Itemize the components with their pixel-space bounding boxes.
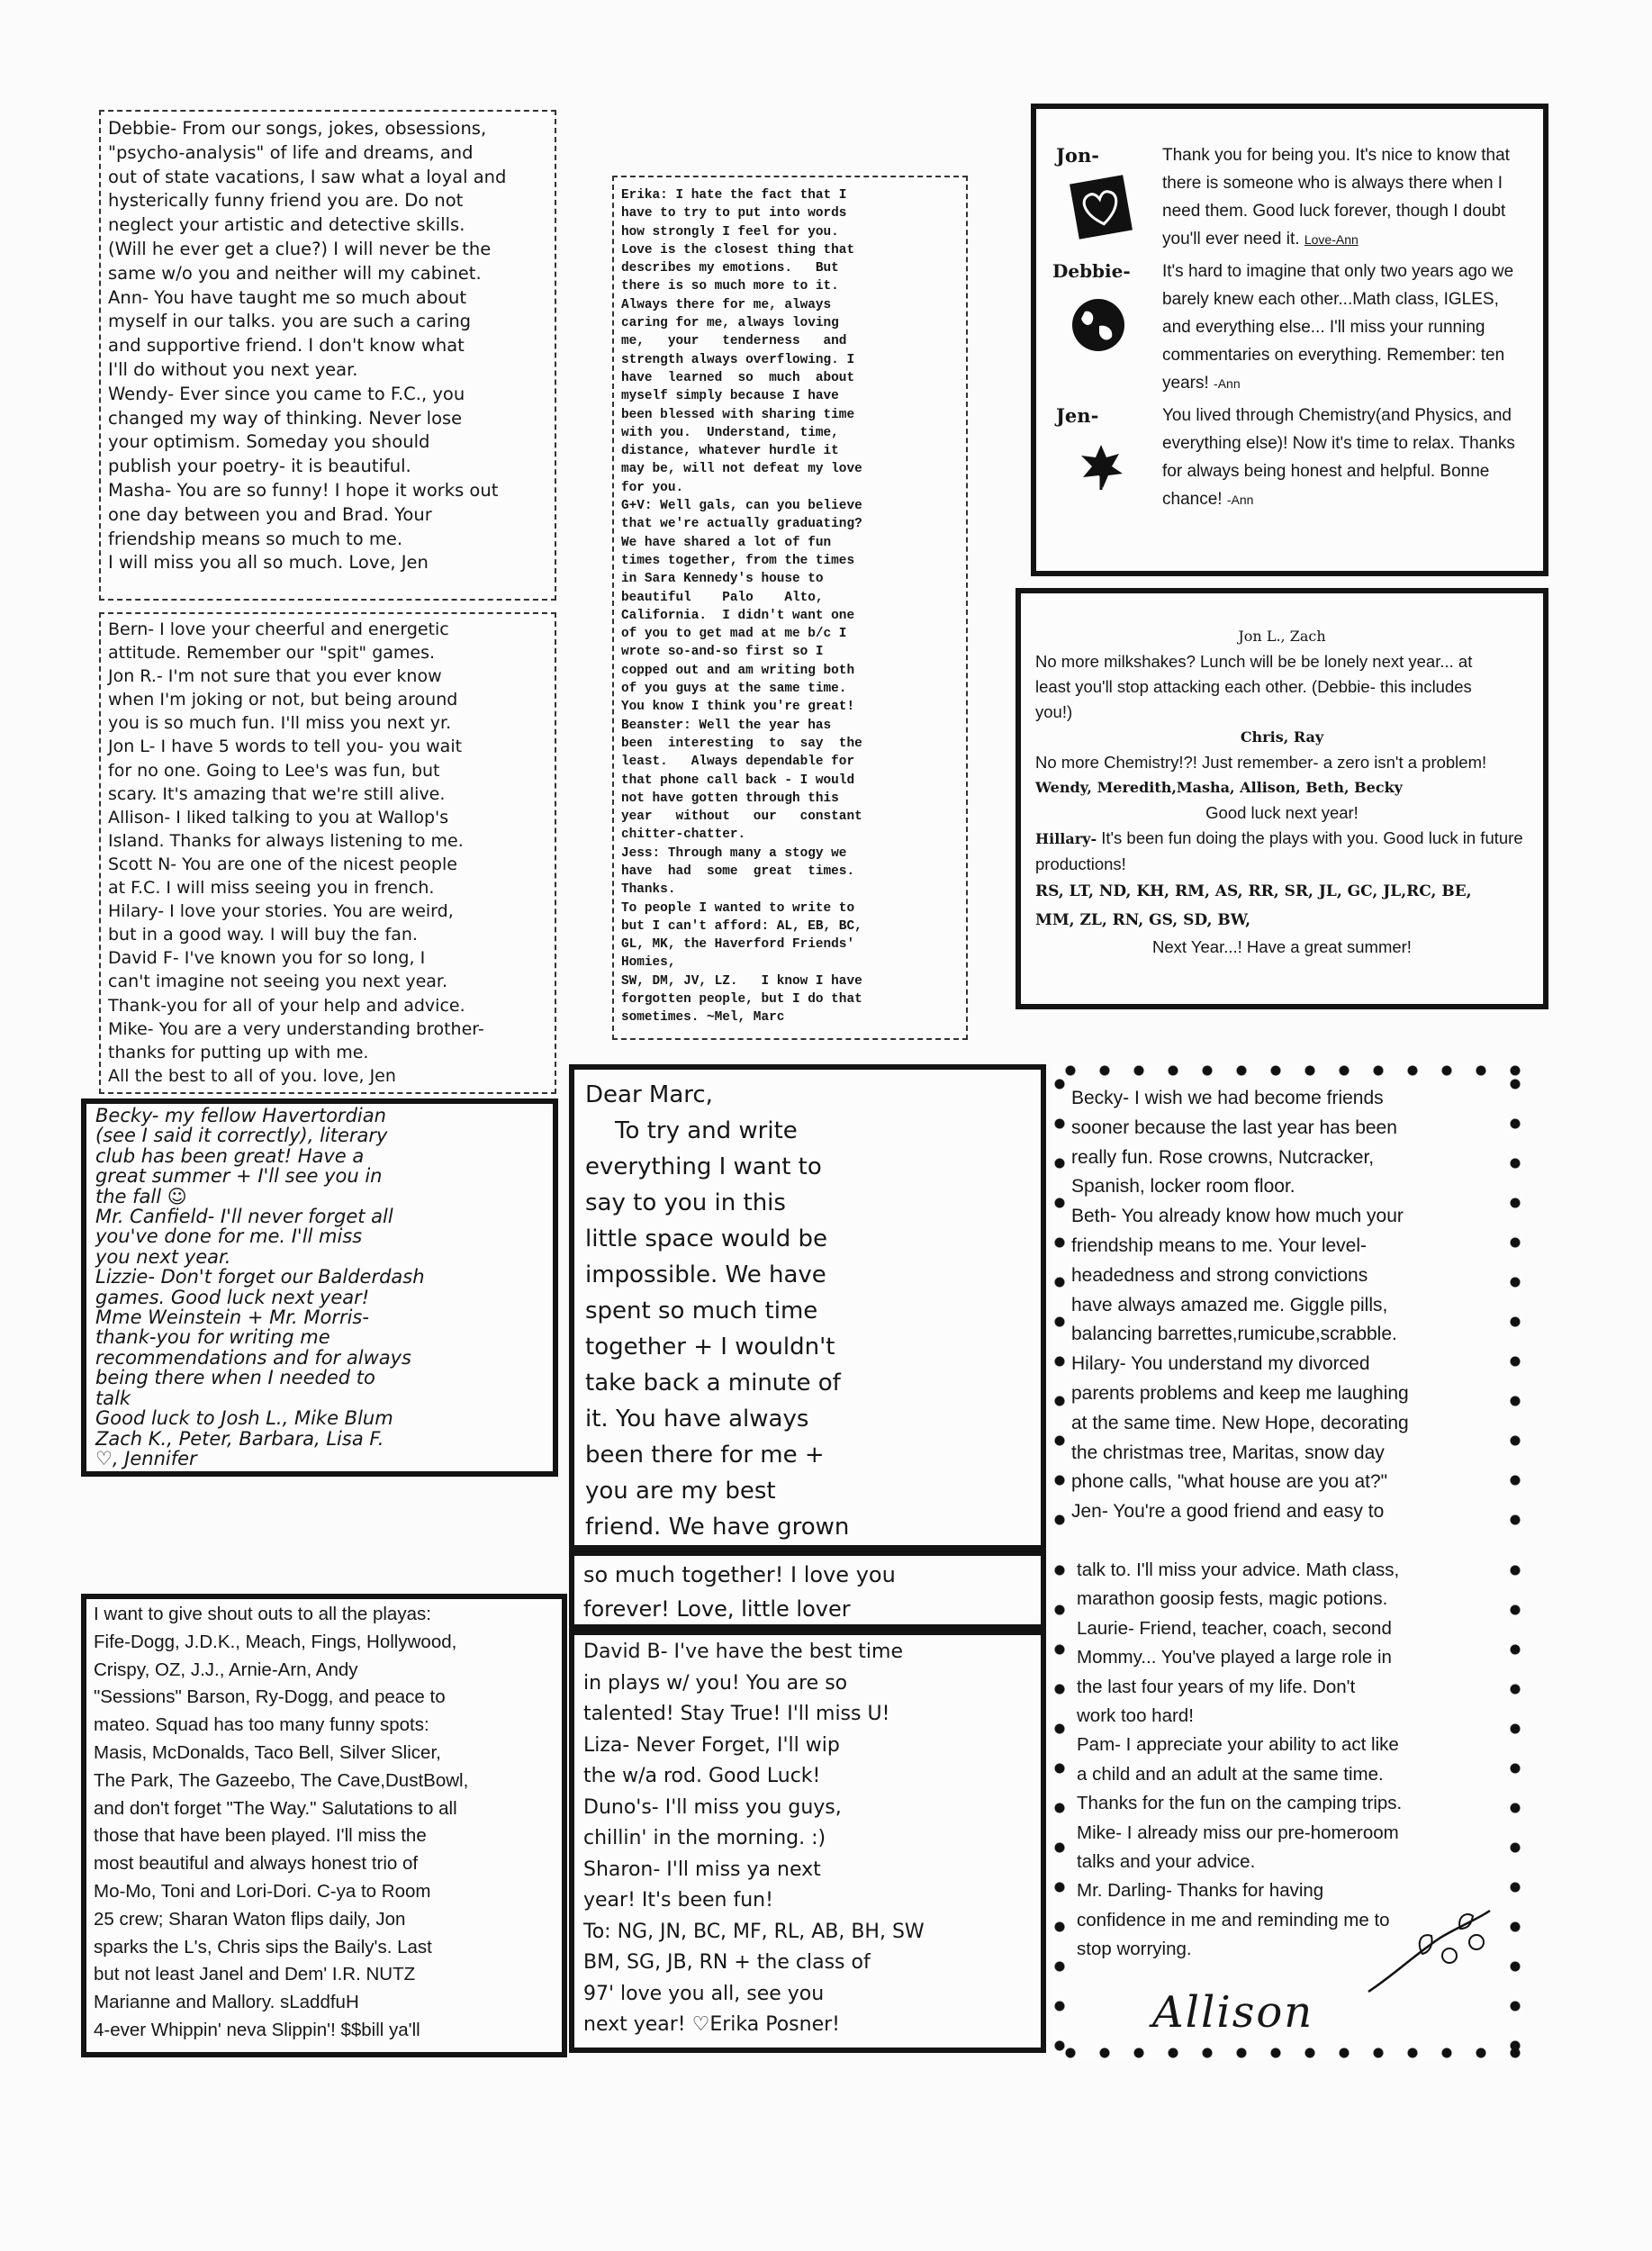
note-line: that we're actually graduating?	[621, 517, 862, 532]
note-line: balancing barrettes,rumicube,scrabble.	[1071, 1324, 1397, 1345]
note-line: for no one. Going to Lee's was fun, but	[108, 760, 440, 781]
note-line: chillin' in the morning. :)	[583, 1827, 826, 1849]
note-line: Always there for me, always	[621, 297, 832, 312]
vine-icon	[1359, 1902, 1494, 2005]
note-line: Wendy- Ever since you came to F.C., you	[108, 383, 465, 404]
ann-item-text: You lived through Chemistry(and Physics, and everything else)! Now it's time to relax. Thanks for always being honest and helpful. Bonne chance! -Ann	[1162, 406, 1515, 509]
note-line: Duno's- I'll miss you guys,	[583, 1795, 842, 1819]
note-line: Thank-you for all of your help and advice.	[108, 995, 465, 1016]
note-line: Mo-Mo, Toni and Lori-Dori. C-ya to Room	[94, 1880, 431, 1902]
note-line: been there for me +	[585, 1442, 825, 1469]
note-line: "Sessions" Barson, Ry-Dogg, and peace to	[94, 1686, 446, 1708]
note-line: work too hard!	[1077, 1705, 1194, 1727]
group-text: No more milkshakes? Lunch will be be lonely next year... at least you'll stop attacking each other. (Debbie- this includes you!)	[1035, 652, 1473, 721]
note-line: of you to get mad at me b/c I	[621, 627, 847, 642]
note-line: been blessed with sharing time	[621, 407, 855, 422]
note-line: Homies,	[621, 955, 676, 971]
note-line: wrote so-and-so first so I	[621, 645, 824, 660]
note-line: sooner because the last year has been	[1071, 1116, 1397, 1138]
ann-item-name: Jen-	[1056, 404, 1099, 427]
note-line: We have shared a lot of fun	[621, 535, 832, 550]
note-line: Jen- You're a good friend and easy to	[1071, 1501, 1385, 1523]
note-line: forever! Love, little lover	[583, 1596, 851, 1622]
note-line: talented! Stay True! I'll miss U!	[583, 1703, 890, 1725]
leaf-icon	[1076, 441, 1126, 492]
note-line: BM, SG, JB, RN + the class of	[583, 1951, 871, 1974]
note-line: You know I think you're great!	[621, 700, 855, 715]
note-line: and supportive friend. I don't know what	[108, 335, 465, 357]
note-line: marathon goosip fests, magic potions.	[1077, 1588, 1388, 1610]
note-line: talk	[95, 1387, 131, 1409]
note-line: most beautiful and always honest trio of	[94, 1853, 419, 1875]
note-ann-box	[1031, 104, 1548, 576]
note-line: Jon L- I have 5 words to tell you- you wait	[108, 737, 463, 757]
note-line: Bern- I love your cheerful and energetic	[108, 619, 449, 639]
note-line: Becky- my fellow Havertordian	[95, 1105, 386, 1126]
note-debbie-ann-wendy-masha	[99, 110, 556, 601]
note-line: David B- I've have the best time	[583, 1641, 903, 1663]
note-line: when I'm joking or not, but being around	[108, 690, 458, 710]
note-line: hysterically funny friend you are. Do not	[108, 190, 464, 212]
note-line: GL, MK, the Haverford Friends'	[621, 937, 855, 953]
note-line: scary. It's amazing that we're still alive.	[108, 783, 446, 804]
note-line: least. Always dependable for	[621, 755, 855, 770]
note-line: friendship means to me. Your level-	[1071, 1234, 1368, 1256]
note-line: The Park, The Gazeebo, The Cave,DustBowl,	[94, 1769, 469, 1791]
note-line: recommendations and for always	[95, 1346, 411, 1369]
note-line: and don't forget "The Way." Salutations to all	[94, 1797, 457, 1819]
note-line: headedness and strong convictions	[1071, 1264, 1368, 1286]
note-line: out of state vacations, I saw what a loyal and	[108, 166, 507, 187]
note-line: you is so much fun. I'll miss you next yr.	[108, 713, 452, 734]
ann-item-text: It's hard to imagine that only two years ago we barely knew each other...Math class, IGLES, and everything else... I'll miss your running commentaries on everything. Remember: ten years! -Ann	[1162, 262, 1514, 393]
ann-item-text: Thank you for being you. It's nice to know that there is someone who is always there when I need them. Good luck forever, though I doubt you'll ever need it. Love-Ann	[1162, 146, 1510, 249]
note-line: Beth- You already know how much your	[1071, 1206, 1404, 1227]
note-line: distance, whatever hurdle it	[621, 444, 839, 459]
note-line: Mr. Canfield- I'll never forget all	[95, 1206, 393, 1228]
group-closing: Next Year...! Have a great summer!	[1152, 937, 1412, 956]
note-line: you next year.	[95, 1245, 231, 1268]
note-line: talks and your advice.	[1077, 1851, 1256, 1873]
note-line: Zach K., Peter, Barbara, Lisa F.	[95, 1427, 384, 1450]
note-line: Scott N- You are one of the nicest people	[108, 854, 457, 874]
note-line: one day between you and Brad. Your	[108, 503, 432, 525]
note-line: games. Good luck next year!	[95, 1286, 370, 1308]
note-line: publish your poetry- it is beautiful.	[108, 456, 411, 477]
note-line: Marianne and Mallory. sLaddfuH	[94, 1992, 359, 2013]
ann-item-name: Jon-	[1056, 144, 1099, 167]
dot-border	[1053, 1064, 1521, 1077]
note-line: Ann- You have taught me so much about	[108, 286, 467, 308]
note-line: Masha- You are so funny! I hope it works out	[108, 479, 499, 501]
note-line: parents problems and keep me laughing	[1071, 1382, 1409, 1404]
note-line: club has been great! Have a	[95, 1144, 365, 1167]
note-lines	[95, 1106, 544, 1469]
note-line: the christmas tree, Maritas, snow day	[1071, 1442, 1385, 1463]
ann-item-jen	[1056, 402, 1525, 514]
note-line: Debbie- From our songs, jokes, obsessions,	[108, 118, 487, 139]
note-line: spent so much time	[585, 1297, 818, 1324]
note-line: year! It's been fun!	[583, 1889, 773, 1912]
note-line: so much together! I love you	[583, 1562, 896, 1587]
note-line: mateo. Squad has too many funny spots:	[94, 1714, 429, 1736]
note-line: being there when I needed to	[95, 1367, 375, 1389]
dot-border	[1509, 1064, 1521, 1549]
note-lines	[108, 117, 547, 575]
note-line: 25 crew; Sharan Waton flips daily, Jon	[94, 1908, 406, 1930]
note-line: have had some great times.	[621, 863, 855, 879]
note-line: impossible. We have	[585, 1261, 826, 1288]
note-line: Hilary- You understand my divorced	[1071, 1353, 1370, 1375]
note-line: Thanks for the fun on the camping trips.	[1077, 1793, 1403, 1814]
globe-icon	[1072, 299, 1124, 351]
note-line: chitter-chatter.	[621, 827, 746, 843]
note-line: Spanish, locker room floor.	[1071, 1176, 1295, 1198]
note-line: but not least Janel and Dem' I.R. NUTZ	[94, 1964, 416, 1985]
note-line: Liza- Never Forget, I'll wip	[583, 1733, 840, 1757]
note-line: may be, will not defeat my love	[621, 462, 862, 477]
note-line: Masis, McDonalds, Taco Bell, Silver Slicer,	[94, 1741, 441, 1763]
note-line: myself in our talks. you are such a caring	[108, 311, 472, 332]
note-lines	[94, 1601, 555, 2045]
note-line: talk to. I'll miss your advice. Math class,	[1077, 1559, 1400, 1580]
note-line: Lizzie- Don't forget our Balderdash	[95, 1266, 425, 1288]
note-line: (Will he ever get a clue?) I will never be the	[108, 238, 492, 259]
note-line: year without our constant	[621, 809, 862, 825]
group-hillary-label: Hillary-	[1035, 830, 1097, 847]
note-line: everything I want to	[585, 1153, 822, 1180]
note-line: strength always overflowing. I	[621, 352, 855, 367]
note-line: me, your tenderness and	[621, 334, 847, 349]
note-line: myself simply because I have	[621, 389, 839, 404]
ann-item-name: Debbie-	[1052, 260, 1131, 282]
group-text: Good luck next year!	[1205, 803, 1359, 822]
ann-item-jon	[1056, 141, 1525, 254]
note-line: not have gotten through this	[621, 791, 839, 806]
note-line: thank-you for writing me	[95, 1326, 330, 1349]
note-line: Dear Marc,	[585, 1081, 713, 1108]
note-line: To try and write	[585, 1117, 798, 1144]
note-line: (see I said it correctly), literary	[95, 1125, 388, 1147]
note-line: can't imagine not seeing you next year.	[108, 972, 448, 992]
note-dear-marc	[569, 1064, 1046, 1550]
note-line: Jess: Through many a stogy we	[621, 845, 847, 861]
note-line: describes my emotions. But	[621, 261, 839, 276]
note-lines	[1071, 1084, 1505, 1527]
note-line: changed my way of thinking. Never lose	[108, 407, 463, 429]
note-line: California. I didn't want one	[621, 608, 855, 623]
note-line: attitude. Remember our "spit" games.	[108, 643, 436, 664]
dot-border	[1509, 1550, 1521, 2059]
ann-item-sign: Love-Ann	[1304, 232, 1359, 247]
note-allison	[1053, 1550, 1521, 2059]
group-initials: RS, LT, ND, KH, RM, AS, RR, SR, JL, GC, JL,RC, BE, MM, ZL, RN, GS, SD, BW,	[1035, 882, 1472, 929]
note-line: you've done for me. I'll miss	[95, 1225, 363, 1248]
note-line: Erika: I hate the fact that I	[621, 188, 847, 203]
note-line: Pam- I appreciate your ability to act like	[1077, 1734, 1399, 1756]
note-line: have to try to put into words	[621, 206, 847, 221]
note-line: times together, from the times	[621, 553, 855, 568]
note-line: have learned so much about	[621, 370, 855, 385]
note-line: it. You have always	[585, 1406, 809, 1433]
note-lines	[585, 1077, 1030, 1545]
note-line: Island. Thanks for always listening to me.	[108, 830, 464, 851]
note-line: with you. Understand, time,	[621, 425, 839, 440]
ann-item-sign: -Ann	[1226, 493, 1254, 507]
note-line: David F- I've known you for so long, I	[108, 948, 426, 969]
note-shout-outs	[81, 1594, 567, 2057]
note-line: really fun. Rose crowns, Nutcracker,	[1071, 1146, 1375, 1168]
note-line: Hilary- I love your stories. You are weird,	[108, 901, 454, 922]
note-line: All the best to all of you. love, Jen	[108, 1065, 396, 1086]
note-line: for you.	[621, 480, 684, 495]
note-line: "psycho-analysis" of life and dreams, and	[108, 141, 474, 163]
note-line: next year! ♡Erika Posner!	[583, 2013, 840, 2036]
group-heading: Chris, Ray	[1240, 728, 1324, 746]
note-line: but I can't afford: AL, EB, BC,	[621, 918, 862, 934]
note-line: in plays w/ you! You are so	[583, 1671, 848, 1695]
note-line: confidence in me and reminding me to	[1077, 1909, 1390, 1930]
heart-icon	[1070, 175, 1133, 239]
note-line: how strongly I feel for you.	[621, 224, 839, 240]
note-group-box	[1016, 588, 1548, 1009]
note-line: friendship means so much to me.	[108, 528, 403, 549]
note-becky-handwritten	[81, 1098, 558, 1477]
note-line: Mommy... You've played a large role in	[1077, 1647, 1392, 1668]
dot-border	[1053, 2047, 1521, 2059]
note-line: 97' love you all, see you	[583, 1982, 825, 2005]
note-line: in Sara Kennedy's house to	[621, 572, 824, 587]
note-line: stop worrying.	[1077, 1939, 1192, 1960]
note-lines	[621, 186, 959, 1027]
note-line: Mr. Darling- Thanks for having	[1077, 1880, 1324, 1902]
note-line: the last four years of my life. Don't	[1077, 1676, 1356, 1697]
note-line: caring for me, always loving	[621, 316, 839, 331]
note-line: SW, DM, JV, LZ. I know I have	[621, 973, 862, 989]
note-line: the fall ☺	[95, 1185, 187, 1207]
note-line: Love is the closest thing that	[621, 242, 855, 258]
note-line: Becky- I wish we had become friends	[1071, 1088, 1384, 1108]
note-line: I will miss you all so much. Love, Jen	[108, 552, 429, 574]
group-hillary-text: It's been fun doing the plays with you. Good luck in future productions!	[1035, 828, 1523, 873]
note-line: Crispy, OZ, J.J., Arnie-Arn, Andy	[94, 1659, 358, 1680]
note-line: beautiful Palo Alto,	[621, 590, 824, 605]
note-line: of you guys at the same time.	[621, 682, 847, 697]
note-line: friend. We have grown	[585, 1514, 850, 1541]
ann-item-debbie	[1052, 258, 1525, 398]
note-line: copped out and am writing both	[621, 663, 855, 678]
dot-border	[1053, 1064, 1066, 1549]
note-line: Beanster: Well the year has	[621, 718, 832, 733]
note-line: together + I wouldn't	[585, 1333, 835, 1361]
note-david-erika	[569, 1630, 1046, 2053]
note-line: at F.C. I will miss seeing you in french.	[108, 878, 435, 899]
note-line: G+V: Well gals, can you believe	[621, 499, 862, 514]
note-line: that phone call back - I would	[621, 773, 855, 788]
note-line: those that have been played. I'll miss the	[94, 1825, 427, 1847]
note-line: ♡, Jennifer	[95, 1447, 197, 1469]
note-line: been interesting to say the	[621, 736, 862, 751]
note-line: have always amazed me. Giggle pills,	[1071, 1294, 1388, 1315]
note-line: you are my best	[585, 1478, 776, 1505]
note-line: Allison- I liked talking to you at Wallop's	[108, 807, 449, 827]
allison-signature: Allison	[1152, 1987, 1314, 2038]
note-erika-typed	[612, 176, 968, 1040]
note-line: the w/a rod. Good Luck!	[583, 1765, 821, 1787]
note-line: Jon R.- I'm not sure that you ever know	[108, 666, 442, 687]
note-line: there is so much more to it.	[621, 279, 839, 294]
note-line: sparks the L's, Chris sips the Baily's. Last	[94, 1936, 432, 1957]
note-line: forgotten people, but I do that	[621, 992, 862, 1008]
note-line: say to you in this	[585, 1189, 786, 1216]
note-marc-continuation	[569, 1550, 1046, 1630]
note-line: a child and an adult at the same time.	[1077, 1763, 1384, 1785]
note-bern-jon-allison	[99, 612, 556, 1094]
note-line: Good luck to Josh L., Mike Blum	[95, 1407, 393, 1430]
note-line: great summer + I'll see you in	[95, 1165, 383, 1188]
note-line: 4-ever Whippin' neva Slippin'! $$bill ya'll	[94, 2019, 420, 2040]
note-line: Sharon- I'll miss ya next	[583, 1858, 821, 1881]
note-lines	[108, 618, 547, 1088]
note-line: neglect your artistic and detective skills.	[108, 214, 465, 236]
note-line: I'll do without you next year.	[108, 358, 358, 380]
note-line: To: NG, JN, BC, MF, RL, AB, BH, SW	[583, 1920, 925, 1943]
group-text: No more Chemistry!?! Just remember- a zero isn't a problem!	[1035, 753, 1487, 772]
ann-item-sign: -Ann	[1214, 376, 1241, 391]
note-line: but in a good way. I will buy the fan.	[108, 925, 418, 945]
group-hillary	[1035, 826, 1529, 877]
note-becky-beth-hilary	[1053, 1064, 1521, 1549]
note-line: sometimes. ~Mel, Marc	[621, 1010, 785, 1026]
group-heading: Jon L., Zach	[1238, 628, 1326, 645]
note-line: Thanks.	[621, 882, 676, 898]
note-line: your optimism. Someday you should	[108, 431, 430, 453]
note-line: Laurie- Friend, teacher, coach, second	[1077, 1617, 1392, 1639]
note-lines	[583, 1558, 1032, 1626]
note-line: thanks for putting up with me.	[108, 1042, 369, 1062]
note-line: I want to give shout outs to all the playas:	[94, 1604, 431, 1624]
note-line: at the same time. New Hope, decorating	[1071, 1412, 1409, 1433]
note-line: Fife-Dogg, J.D.K., Meach, Fings, Hollywood,	[94, 1631, 457, 1652]
note-line: little space would be	[585, 1225, 828, 1252]
dot-border	[1053, 1550, 1066, 2059]
group-heading: Wendy, Meredith,Masha, Allison, Beth, Becky	[1035, 779, 1403, 796]
note-line: Mme Weinstein + Mr. Morris-	[95, 1306, 369, 1329]
note-line: Mike- You are a very understanding brother-	[108, 1018, 484, 1039]
note-line: Mike- I already miss our pre-homeroom	[1077, 1822, 1399, 1843]
note-line: same w/o you and neither will my cabinet.	[108, 262, 482, 284]
note-line: take back a minute of	[585, 1370, 841, 1397]
note-line: phone calls, "what house are you at?"	[1071, 1471, 1388, 1493]
note-line: To people I wanted to write to	[621, 900, 855, 916]
note-lines	[583, 1637, 1032, 2041]
